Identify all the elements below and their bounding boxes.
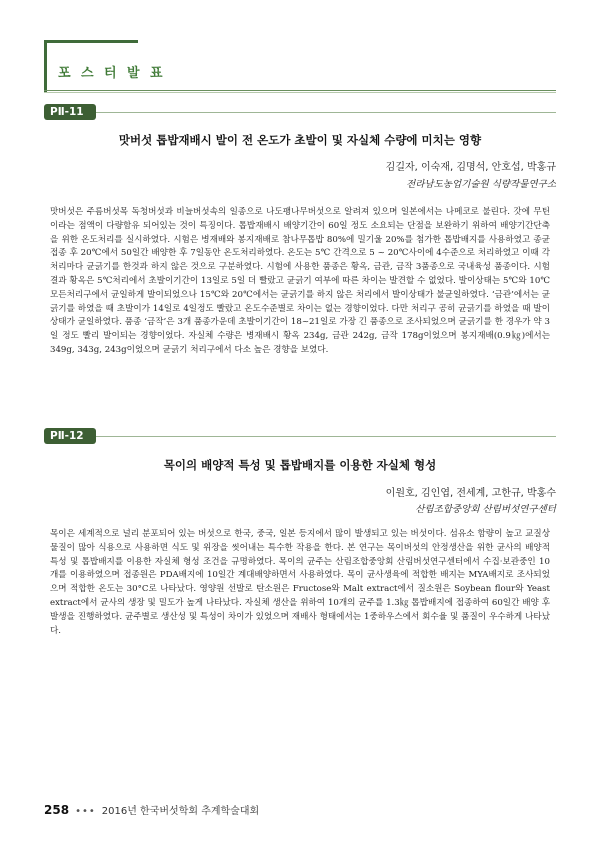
abstract-code-badge: PⅡ-11: [44, 104, 96, 120]
header-divider-light: [44, 92, 556, 93]
abstract-authors: 김길자, 이숙재, 김명석, 안호섭, 박홍규: [385, 162, 556, 173]
section-title: [58, 62, 173, 81]
footer-conference: 2016년 한국버섯학회 추계학술대회: [101, 806, 260, 817]
section-title-char: 터: [104, 66, 117, 81]
section-title-char: 발: [127, 66, 140, 81]
abstract-affiliation: 산림조합중앙회 산림버섯연구센터: [415, 504, 556, 515]
abstract-authors: 이원호, 김인엽, 전세계, 고한규, 박홍수: [385, 488, 556, 499]
abstract-title: 맛버섯 톱밥재배시 발이 전 온도가 초발이 및 자실체 수량에 미치는 영향: [118, 133, 482, 147]
header-divider: [44, 90, 556, 91]
abstract-body: 맛버섯은 주름버섯목 독청버섯과 비늘버섯속의 일종으로 나도팽나무버섯으로 알려져 있으며 일본에서는 나메코로 불린다. 갓에 무틴이라는 점액이 다량함유 되어있는 것이 특징이다. 톱밥재배시 배양기간이 60일 정도 소요되는 단점을 보완하기 위하여 배양기간단축을 위한 온도처리를 실시하였다. 시험은 병재배와 봉지재배로 참나무톱밥 80%에 밀기울 20%를 첨가한 톱밥배지를 사용하였고 종균 접종 후 20℃에서 50일간 배양한 후 7일동안 온도처리하였다. 온도는 5℃ 간격으로 5 ~ 20℃사이에 4수준으로 처리하였고 이때 각 처리마다 균긁기를 한것과 하지 않은 것으로 구분하였다. 시험에 사용한 품종은 황옥, 금관, 금작 3품종으로 국내육성 품종이다. 시험결과 황옥은 5℃처리에서 초발이기간이 13일로 5일 더 빨랐고 균긁기 여부에 따른 차이는 발견할 수 없었다. 발이상태는 5℃와 10℃ 모든처리구에서 균일하게 발이되었으나 15℃와 20℃에서는 균긁기를 하지 않은 처리에서 발이상태가 불균일하였다. ‘금관’에서는 균긁기를 하였을 때 초발이가 14일로 4일정도 빨랐고 온도수준별로 차이는 없는 경향이었다. 다만 처리구 공히 균긁기를 하였을 때 발이상태가 균일하였다. 품종 ‘금작’은 3개 품종가운데 초발이기간이 18~21일로 가장 긴 품종으로 조사되었으며 균긁기를 한 경우가 약 3일 정도 빨리 발이되는 경향이었다. 자실체 수량은 병재배시 황옥 234g, 금관 242g, 금작 178g이었으며 봉지재배(0.9㎏)에서는 349g, 343g, 243g이었으며 균긁기 처리구에서 다소 높은 경향을 보였다.: [50, 207, 550, 355]
abstract-affiliation: 전라남도농업기술원 식량작물연구소: [406, 179, 556, 190]
header-frame-left-line: [44, 40, 47, 92]
section-title-char: 스: [81, 66, 94, 81]
abstract-body: 목이은 세계적으로 널리 분포되어 있는 버섯으로 한국, 중국, 일본 등지에서 많이 발생되고 있는 버섯이다. 섬유소 함량이 높고 교질상 물질이 많아 식용으로 사용하면 식도 및 위장을 씻어내는 특수한 작용을 한다. 본 연구는 목이버섯의 안정생산을 위한 균사의 배양적 특성 및 톱밥배지를 이용한 자실체 형성 조건을 규명하였다. 목이의 균주는 산림조합중앙회 산림버섯연구센터에서 수집·보관중인 10개를 이용하였으며 접종원은 PDA배지에 10일간 계대배양하면서 사용하였다. 목이 균사생육에 적합한 배지는 MYA배지로 조사되었으며 적합한 온도는 30°C로 나타났다. 영양원 선발로 탄소원은 Fructose와 Malt extract에서 질소원은 Soybean flour와 Yeast extract에서 균사의 생장 및 밀도가 높게 나타났다. 자실체 생산을 위하여 10개의 균주를 1.3㎏ 톱밥배지에 접종하여 60일간 배양 후 발생을 진행하였다. 균주별로 생산성 및 특성이 차이가 있었으며 재배사 형태에서는 1중하우스에서 회수율 및 품질이 우수하게 나타났다.: [50, 529, 550, 636]
section-title-char: 포: [58, 66, 71, 81]
header-frame-top-line: [44, 40, 138, 43]
footer-dots: •••: [75, 806, 96, 817]
abstract-code-divider: [96, 112, 556, 113]
page-footer: [44, 802, 259, 817]
abstract-code-divider: [96, 436, 556, 437]
page-number: 258: [44, 803, 70, 817]
abstract-code-badge: PⅡ-12: [44, 428, 96, 444]
abstract-title: 목이의 배양적 특성 및 톱밥배지를 이용한 자실체 형성: [163, 458, 437, 472]
section-title-char: 표: [150, 66, 163, 81]
